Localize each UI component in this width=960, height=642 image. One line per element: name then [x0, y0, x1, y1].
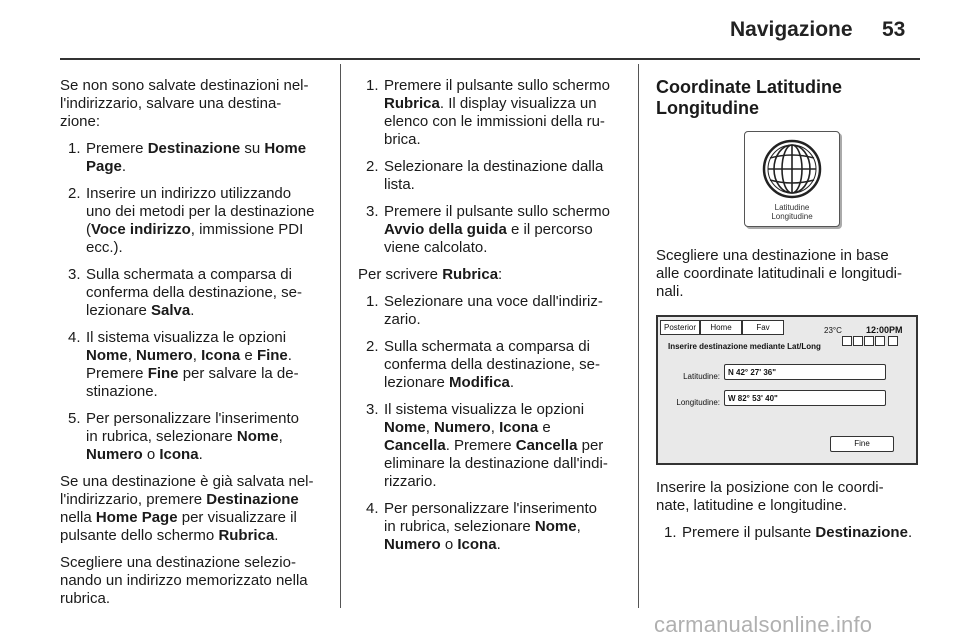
- column-1: [60, 77, 332, 617]
- page-number: 53: [882, 18, 906, 41]
- list-item: 5. Per personalizzare l'inserimento in rubrica, selezionare Nome, Numero o Icona.: [68, 410, 299, 463]
- list-item: 4. Il sistema visualizza le opzioni Nome, Numero, Icona e Fine. Premere Fine per salvare la de- stinazione.: [68, 329, 299, 400]
- longitude-label: Longitudine:: [676, 398, 720, 407]
- globe-icon: [761, 138, 823, 200]
- phone-icon: [875, 336, 885, 346]
- mail-icon: [853, 336, 863, 346]
- list-item: 1. Premere Destinazione su Home Page.: [68, 140, 307, 175]
- tab-fav[interactable]: Fav: [742, 320, 784, 335]
- section-title: Navigazione: [730, 18, 853, 41]
- screen-subtitle: Inserire destinazione mediante Lat/Long: [668, 342, 821, 351]
- column-divider-2: [638, 64, 639, 608]
- list-item: 4. Per personalizzare l'inserimento in rubrica, selezionare Nome, Numero o Icona.: [366, 500, 597, 553]
- latlong-intro-paragraph: Scegliere una destinazione in base alle coordinate latitudinali e longitudi- nali.: [656, 247, 902, 300]
- save-destination-steps: [60, 140, 332, 464]
- enter-position-paragraph: Inserire la posizione con le coordi- nate, latitudine e longitudine.: [656, 479, 884, 514]
- header-divider: [60, 58, 920, 60]
- intro-paragraph: Se non sono salvate destinazioni nel- l'indirizzario, salvare una destina- zione:: [60, 77, 309, 130]
- speaker-icon: [864, 336, 874, 346]
- choose-destination-paragraph: Scegliere una destinazione selezio- nando un indirizzo memorizzato nella rubrica.: [60, 554, 308, 607]
- list-item: 1. Premere il pulsante sullo schermo Rubrica. Il display visualizza un elenco con le immissioni della ru- brica.: [366, 77, 610, 148]
- globe-label-longitude: Longitudine: [771, 212, 813, 221]
- write-addressbook-subhead: Per scrivere Rubrica:: [358, 266, 503, 283]
- latitude-label: Latitudine:: [683, 372, 720, 381]
- column-3: [656, 77, 926, 551]
- info-icon: [888, 336, 898, 346]
- latlong-steps: [656, 524, 926, 542]
- coordinates-heading: Coordinate Latitudine Longitudine: [656, 77, 842, 118]
- write-addressbook-steps: [358, 293, 630, 554]
- tab-home[interactable]: Home: [700, 320, 742, 335]
- globe-label-latitude: Latitudine: [774, 203, 810, 212]
- list-item: 1. Selezionare una voce dall'indiriz- zario.: [366, 293, 603, 328]
- latitude-field[interactable]: N 42° 27' 36": [724, 364, 886, 380]
- list-item: 2. Sulla schermata a comparsa di conferma della destinazione, se- lezionare Modifica.: [366, 338, 600, 391]
- list-item: 2. Inserire un indirizzo utilizzando uno dei metodi per la destinazione (Voce indirizzo, immissione PDI ecc.).: [68, 185, 315, 256]
- column-divider-1: [340, 64, 341, 608]
- column-2: [358, 77, 630, 563]
- addressbook-steps: [358, 77, 630, 257]
- temperature-readout: 23°C: [824, 326, 842, 335]
- saved-destination-paragraph: Se una destinazione è già salvata nel- l'indirizzario, premere Destinazione nella Home Page per visualizzare il pulsante dello schermo Rubrica.: [60, 473, 314, 544]
- longitude-field[interactable]: W 82° 53' 40": [724, 390, 886, 406]
- list-item: 1. Premere il pulsante Destinazione.: [664, 524, 913, 541]
- status-icon: [842, 336, 852, 346]
- list-item: 3. Sulla schermata a comparsa di conferma della destinazione, se- lezionare Salva.: [68, 266, 302, 319]
- clock-readout: 12:00PM: [866, 325, 903, 335]
- fine-button[interactable]: Fine: [830, 436, 894, 452]
- list-item: 2. Selezionare la destinazione dalla lista.: [366, 158, 604, 193]
- watermark: carmanualsonline.info: [654, 612, 873, 637]
- list-item: 3. Premere il pulsante sullo schermo Avvio della guida e il percorso viene calcolato.: [366, 203, 610, 256]
- latlong-entry-screen: [656, 315, 918, 465]
- list-item: 3. Il sistema visualizza le opzioni Nome, Numero, Icona e Cancella. Premere Cancella per eliminare la destinazione dall'indi- rizzario.: [366, 401, 608, 490]
- tab-posterior[interactable]: Posterior: [660, 320, 700, 335]
- lat-long-button-illustration: [744, 131, 840, 227]
